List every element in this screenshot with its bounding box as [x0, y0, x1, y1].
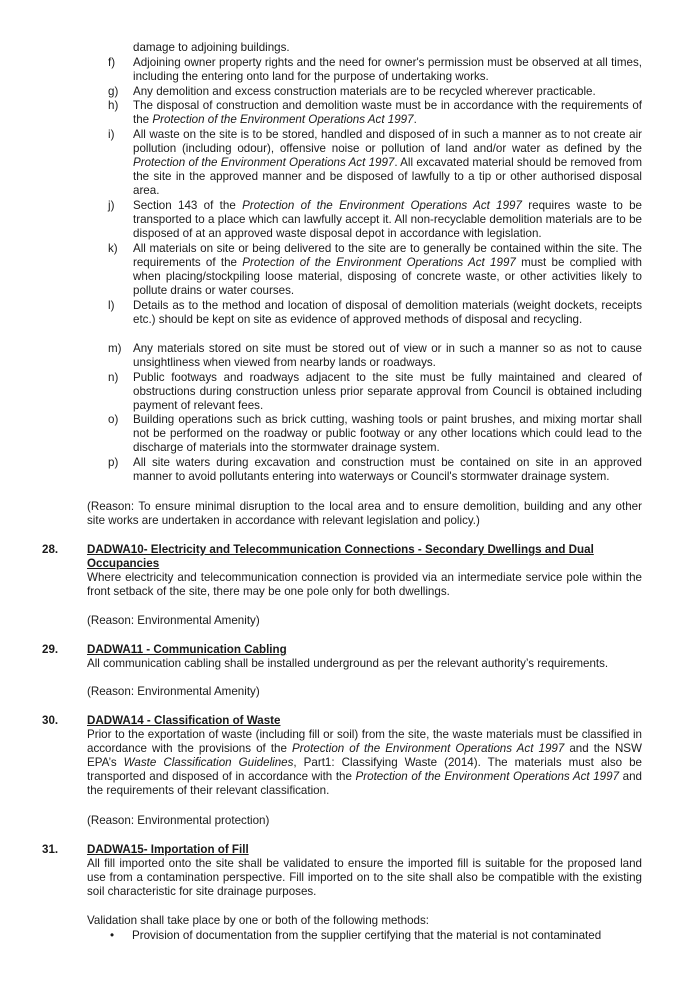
list-item-text: All waste on the site is to be stored, handled and disposed of in such a manner as to not create air pollution (including odour), offensive noise or pollution of land and/or water as defined by the Protection of the Environment Operations Act 1997. All excavated material should be removed from the site in the approved manner and be disposed of lawfully to a tip or other authorised disposal area. [133, 128, 642, 197]
list-item-p [108, 456, 642, 484]
list-item-g [108, 85, 642, 99]
list-item-text: All site waters during excavation and construction must be contained on site in an approved manner to avoid pollutants entering into waterways or Council's stormwater drainage system. [133, 456, 642, 483]
list-item-j [108, 199, 642, 241]
list-marker: m) [108, 342, 122, 355]
condition-paragraph: Validation shall take place by one or both of the following methods: [87, 914, 430, 927]
list-item-o [108, 413, 642, 455]
bullet-item [110, 929, 642, 943]
condition-title: DADWA15- Importation of Fill [87, 843, 249, 856]
list-item-h [108, 99, 642, 127]
condition-number: 31. [42, 843, 59, 856]
list-marker: o) [108, 413, 119, 426]
condition-title: DADWA14 - Classification of Waste [87, 714, 281, 727]
list-item-text: All materials on site or being delivered to the site are to generally be contained within the site. The requirements of the Protection of the Environment Operations Act 1997 must be complied with when placing/stockpiling loose material, disposing of concrete waste, or other activities likely to pollute drains or water courses. [133, 242, 642, 297]
list-marker: i) [108, 128, 115, 141]
list-item-text: Building operations such as brick cutting, washing tools or paint brushes, and mixing mortar shall not be performed on the roadway or public footway or any other locations which could lead to the discharge of materials into the stormwater drainage system. [133, 413, 642, 454]
list-item-i [108, 128, 642, 198]
list-marker: l) [108, 299, 115, 312]
reason-text: (Reason: To ensure minimal disruption to the local area and to ensure demolition, building and any other site works are undertaken in accordance with relevant legislation and policy.) [87, 500, 642, 527]
condition-title: DADWA11 - Communication Cabling [87, 643, 287, 656]
condition-31 [42, 843, 642, 899]
list-marker: j) [108, 199, 115, 212]
list-item-f [108, 56, 642, 84]
reason-text: (Reason: Environmental Amenity) [87, 685, 260, 698]
list-marker: n) [108, 371, 119, 384]
condition-paragraph: Prior to the exportation of waste (including fill or soil) from the site, the waste materials must be classified in accordance with the provisions of the Protection of the Environment Operations Act 1997 and the NSW EPA’s Waste Classification Guidelines, Part1: Classifying Waste (2014). The materials must also be transported and disposed of in accordance with the Protection of the Environment Operations Act 1997 and the requirements of their relevant classification. [87, 728, 642, 797]
condition-number: 30. [42, 714, 59, 727]
list-item-text: damage to adjoining buildings. [133, 41, 290, 54]
condition-paragraph: All communication cabling shall be installed underground as per the relevant authority’s requirements. [87, 657, 609, 670]
reason-text: (Reason: Environmental Amenity) [87, 614, 260, 627]
condition-30 [42, 714, 642, 798]
list-item-continuation [108, 41, 642, 55]
bullet-text: Provision of documentation from the supplier certifying that the material is not contaminated [132, 929, 602, 942]
condition-number: 29. [42, 643, 59, 656]
list-marker: f) [108, 56, 116, 69]
list-item-n [108, 371, 642, 413]
list-item-text: Details as to the method and location of disposal of demolition materials (weight dockets, receipts etc.) should be kept on site as evidence of approved methods of disposal and recycling. [133, 299, 642, 326]
reason-text: (Reason: Environmental protection) [87, 814, 270, 827]
condition-paragraph: Where electricity and telecommunication connection is provided via an intermediate service pole within the front setback of the site, there may be one pole only for both dwellings. [87, 571, 642, 598]
list-item-text: Section 143 of the Protection of the Environment Operations Act 1997 requires waste to be transported to a place which can lawfully accept it. All non-recyclable demolition materials are to be disposed of at an approved waste disposal depot in accordance with legislation. [133, 199, 643, 240]
list-item-l [108, 299, 642, 327]
list-item-k [108, 242, 642, 298]
condition-29 [42, 643, 642, 671]
list-item-text: Any materials stored on site must be stored out of view or in such a manner so as not to cause unsightliness when viewed from nearby lands or roadways. [133, 342, 642, 369]
list-item-m [108, 342, 642, 370]
list-marker: h) [108, 99, 119, 112]
condition-number: 28. [42, 543, 59, 556]
condition-28 [42, 543, 642, 599]
bullet-symbol: • [110, 929, 115, 942]
list-marker: p) [108, 456, 119, 469]
condition-paragraph: All fill imported onto the site shall be validated to ensure the imported fill is suitable for the proposed land use from a contamination perspective. Fill imported on to the site shall also be compatible with the existing soil characteristic for site drainage purposes. [87, 857, 642, 898]
list-item-text: Public footways and roadways adjacent to the site must be fully maintained and cleared of obstructions during construction unless prior separate approval from Council is obtained including payment of relevant fees. [133, 371, 642, 412]
list-item-text: The disposal of construction and demolition waste must be in accordance with the requirements of the Protection of the Environment Operations Act 1997. [133, 99, 642, 126]
list-marker: k) [108, 242, 118, 255]
list-item-text: Adjoining owner property rights and the need for owner's permission must be observed at all times, including the entering onto land for the purpose of undertaking works. [133, 56, 642, 83]
condition-title: DADWA10- Electricity and Telecommunication Connections - Secondary Dwellings and Dual Occupancies [87, 543, 594, 570]
list-item-text: Any demolition and excess construction materials are to be recycled wherever practicable. [133, 85, 596, 98]
list-marker: g) [108, 85, 119, 98]
